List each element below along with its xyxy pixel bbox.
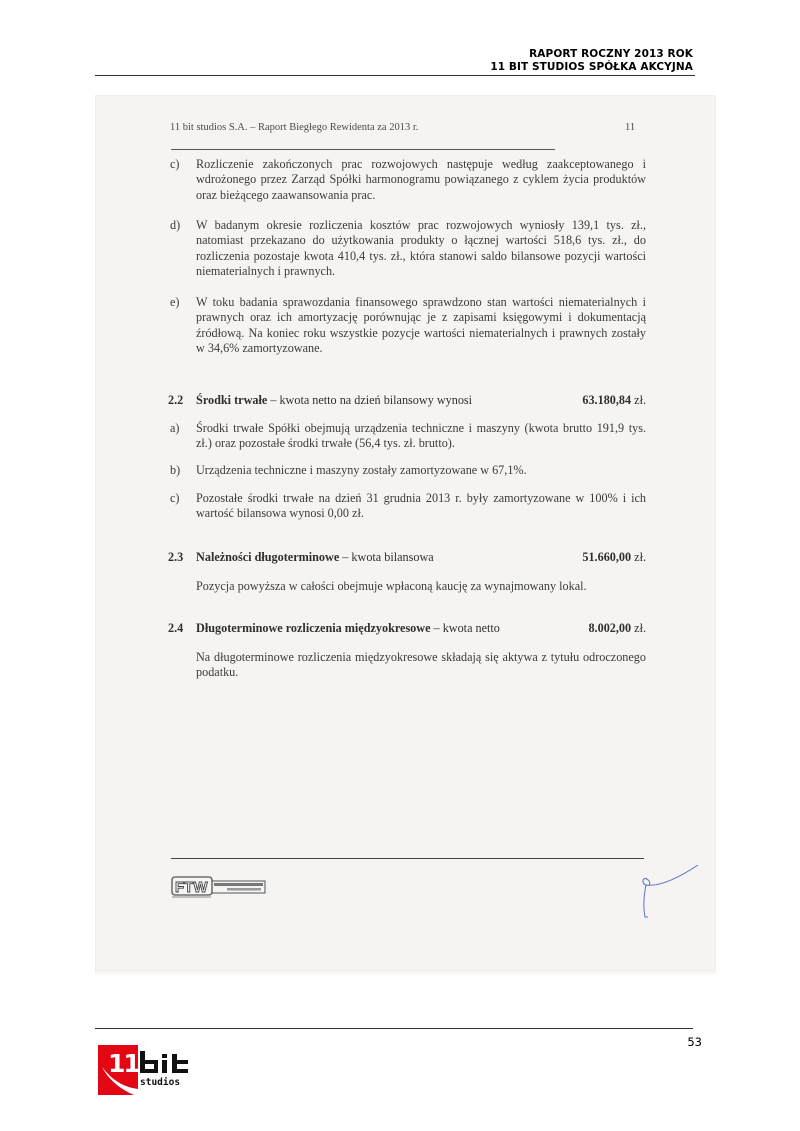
section-number: 2.3 — [168, 550, 184, 564]
list-item-a — [170, 421, 646, 452]
svg-text:11: 11 — [108, 1049, 139, 1078]
section-number: 2.4 — [168, 621, 184, 635]
section-description: – kwota bilansowa — [342, 550, 434, 564]
scan-header-text: 11 bit studios S.A. – Raport Biegłego Rewidenta za 2013 r. — [170, 122, 419, 133]
list-item-text: Środki trwałe Spółki obejmują urządzenia techniczne i maszyny (kwota brutto 191,9 tys. zł.) oraz pozostałe środki trwałe (56,4 tys. zł. brutto). — [196, 421, 646, 451]
page-number: 53 — [687, 1035, 702, 1049]
section-2-4-heading — [168, 621, 646, 636]
section-number: 2.2 — [168, 393, 184, 407]
scan-footer-divider — [171, 858, 644, 859]
11bit-studios-logo — [98, 1045, 223, 1095]
section-2-3-heading — [168, 550, 646, 565]
header-divider — [95, 75, 695, 76]
section-description: – kwota netto na dzień bilansowy wynosi — [270, 393, 473, 407]
section-amount: 8.002,00 zł. — [588, 621, 646, 635]
ftw-auditor-logo — [171, 875, 267, 899]
scan-header-divider — [171, 149, 555, 150]
footer-divider — [95, 1028, 693, 1029]
list-item-text: W badanym okresie rozliczenia kosztów prac rozwojowych wyniosły 139,1 tys. zł., natomiast przekazano do użytkowania produkty o łącznej wartości 518,6 tys. zł., do rozliczenia pozostaje kwota 410,4 tys. zł., która stanowi saldo bilansowe pozycji wartości niematerialnych i prawnych. — [196, 218, 646, 278]
section-title: Należności długoterminowe — [196, 550, 340, 564]
scanned-audit-page — [95, 95, 716, 971]
list-marker: a) — [170, 421, 180, 435]
list-item-text: Urządzenia techniczne i maszyny zostały zamortyzowane w 67,1%. — [196, 463, 527, 477]
section-amount: 63.180,84 zł. — [582, 393, 646, 407]
list-item-c — [170, 157, 646, 203]
section-title: Długoterminowe rozliczenia międzyokresowe — [196, 621, 431, 635]
section-2-3-paragraph: Pozycja powyższa w całości obejmuje wpłaconą kaucję za wynajmowany lokal. — [196, 579, 587, 593]
list-item-b — [170, 463, 646, 478]
section-title: Środki trwałe — [196, 393, 268, 407]
list-marker: e) — [170, 295, 180, 309]
list-marker: c) — [170, 157, 180, 171]
list-item-text: Rozliczenie zakończonych prac rozwojowych następuje według zaakceptowanego i wdrożonego przez Zarząd Spółki harmonogramu powiązanego z cyklem życia produktów oraz bieżącego zaawansowania prac. — [196, 157, 646, 202]
section-description: – kwota netto — [433, 621, 500, 635]
report-header-title: RAPORT ROCZNY 2013 ROK — [529, 48, 693, 60]
list-item-c — [170, 491, 646, 522]
scan-page-number: 11 — [625, 122, 636, 133]
section-2-2-heading — [168, 393, 646, 408]
auditor-signature — [630, 865, 715, 925]
report-header-company: 11 BIT STUDIOS SPÓŁKA AKCYJNA — [490, 61, 693, 73]
list-marker: b) — [170, 463, 181, 477]
report-header — [490, 48, 693, 74]
section-amount: 51.660,00 zł. — [582, 550, 646, 564]
list-marker: d) — [170, 218, 181, 232]
list-item-d — [170, 218, 646, 279]
list-item-text: W toku badania sprawozdania finansowego sprawdzono stan wartości niematerialnych i prawnych oraz ich amortyzację porównując je z zapisami księgowymi i dokumentacją źródłową. Na koniec roku wszystkie pozycje wartości niematerialnych i prawnych zostały w 34,6% zamortyzowane. — [196, 295, 646, 355]
list-marker: c) — [170, 491, 180, 505]
list-item-e — [170, 295, 646, 356]
svg-text:FTW: FTW — [175, 879, 208, 896]
section-2-4-paragraph: Na długoterminowe rozliczenia międzyokresowe składają się aktywa z tytułu odroczonego podatku. — [196, 650, 646, 680]
svg-text:studios: studios — [140, 1077, 181, 1088]
list-item-text: Pozostałe środki trwałe na dzień 31 grudnia 2013 r. były zamortyzowane w 100% i ich wartość bilansowa wynosi 0,00 zł. — [196, 491, 646, 521]
scan-edge — [95, 971, 716, 974]
